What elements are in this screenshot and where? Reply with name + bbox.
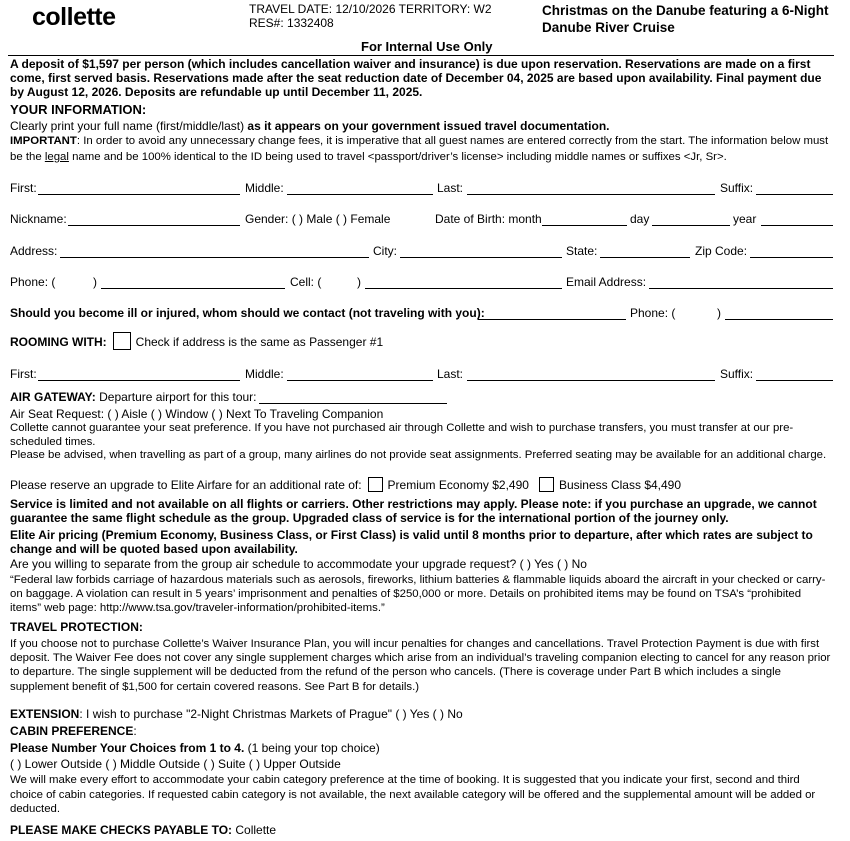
rooming-with-label: ROOMING WITH:	[10, 335, 107, 349]
city-label: City:	[373, 244, 397, 258]
cabin-note: We will make every effort to accommodate your cabin category preference at the time of booking. It is suggested that you indicate your first, second and third choice of cabin categories. If requested cabin category is not available, the next available category will be offered and the supplemental amount will be added or deducted.	[10, 774, 816, 815]
important-label: IMPORTANT	[10, 135, 77, 147]
nickname-field[interactable]	[68, 225, 240, 226]
middle-label: Middle:	[245, 181, 284, 195]
separate-schedule-question[interactable]: Are you willing to separate from the group air schedule to accommodate your upgrade request? ( ) Yes ( ) No	[10, 557, 587, 571]
cell-paren-close: )	[357, 275, 361, 289]
premium-economy-checkbox[interactable]	[368, 477, 383, 492]
air-seat-request[interactable]: Air Seat Request: ( ) Aisle ( ) Window ( ) Next To Traveling Companion	[10, 407, 384, 421]
checks-payable-label: PLEASE MAKE CHECKS PAYABLE TO:	[10, 823, 233, 837]
number-choices-label: Please Number Your Choices from 1 to 4.	[10, 741, 245, 755]
your-information-heading: YOUR INFORMATION:	[10, 102, 147, 117]
business-class-checkbox[interactable]	[539, 477, 554, 492]
dob-label: Date of Birth: month	[435, 212, 542, 226]
last-name-field[interactable]	[467, 194, 715, 195]
upgrade-row	[10, 477, 681, 492]
same-address-checkbox[interactable]	[113, 332, 131, 350]
air-gateway-text: Departure airport for this tour:	[95, 390, 257, 404]
emergency-phone-field[interactable]	[725, 319, 833, 320]
suffix-field[interactable]	[756, 194, 833, 195]
dob-month-field[interactable]	[542, 225, 627, 226]
nickname-label: Nickname:	[10, 212, 67, 226]
zip-field[interactable]	[750, 257, 833, 258]
reservation-number: RES#: 1332408	[249, 16, 334, 30]
rooming-row	[10, 332, 383, 350]
dob-year-field[interactable]	[761, 225, 833, 226]
cabin-preference-row	[10, 724, 137, 738]
year-label: year	[733, 212, 757, 226]
upgrade-text: Please reserve an upgrade to Elite Airfare for an additional rate of:	[10, 478, 362, 492]
emergency-phone-label: Phone: (	[630, 306, 676, 320]
cell-label: Cell: (	[290, 275, 322, 289]
phone-field[interactable]	[101, 288, 285, 289]
collette-logo: collette	[32, 3, 116, 31]
header-rule	[8, 55, 834, 56]
gender-options[interactable]: Gender: ( ) Male ( ) Female	[245, 212, 391, 226]
suffix-label: Suffix:	[720, 181, 754, 195]
extension-row[interactable]	[10, 707, 463, 721]
extension-label: EXTENSION	[10, 707, 80, 721]
group-seating-note: Please be advised, when travelling as part of a group, many airlines do not provide seat assignments. Preferred seating may be available for an additional charge.	[10, 449, 827, 461]
print-name-instruction	[10, 119, 610, 133]
first-label-2: First:	[10, 367, 37, 381]
elite-air-note: Elite Air pricing (Premium Economy, Business Class, or First Class) is valid until 8 months prior to departure, after which rates are subject to change and will be quoted based upon availability.	[10, 528, 813, 556]
same-address-label: Check if address is the same as Passenger #1	[135, 335, 384, 349]
day-label: day	[630, 212, 650, 226]
departure-airport-field[interactable]	[259, 403, 447, 404]
air-gateway-label: AIR GATEWAY:	[10, 390, 96, 404]
checks-payee: Collette	[232, 823, 277, 837]
suffix-label-2: Suffix:	[720, 367, 754, 381]
print-name-bold: as it appears on your government issued travel documentation.	[244, 119, 610, 133]
phone-label: Phone: (	[10, 275, 56, 289]
first-name-field[interactable]	[38, 194, 240, 195]
last-label-2: Last:	[437, 367, 464, 381]
important-text-a: : In order to avoid any unnecessary change fees, it is imperative that all guest names are entered correctly from the start. The information below must be the	[10, 135, 829, 163]
travel-protection-heading: TRAVEL PROTECTION:	[10, 620, 143, 634]
middle-name-field-2[interactable]	[287, 380, 433, 381]
print-name-text: Clearly print your full name (first/middle/last)	[10, 119, 245, 133]
tour-title-line-2: Danube River Cruise	[542, 20, 675, 35]
state-field[interactable]	[600, 257, 690, 258]
cell-field[interactable]	[365, 288, 562, 289]
state-label: State:	[566, 244, 598, 258]
first-name-field-2[interactable]	[38, 380, 240, 381]
cabin-colon: :	[133, 724, 137, 738]
business-class-label: Business Class $4,490	[558, 478, 682, 492]
service-limited-note: Service is limited and not available on all flights or carriers. Other restrictions may apply. Please note: if you purchase an upgrade, we cannot guarantee the same flight schedule as the group. Upgraded class of service is for the international portion of the journey only.	[10, 497, 817, 525]
travel-date-line: TRAVEL DATE: 12/10/2026 TERRITORY: W2	[249, 2, 492, 16]
last-label: Last:	[437, 181, 464, 195]
emergency-contact-label: Should you become ill or injured, whom should we contact (not traveling with you):	[10, 306, 485, 320]
internal-use-heading: For Internal Use Only	[361, 39, 493, 54]
important-paragraph	[10, 134, 835, 165]
seat-preference-note: Collette cannot guarantee your seat preference. If you have not purchased air through Collette and wish to purchase transfers, you must transfer at our pre-scheduled times.	[10, 422, 794, 448]
cabin-options[interactable]: ( ) Lower Outside ( ) Middle Outside ( ) Suite ( ) Upper Outside	[10, 757, 341, 771]
dob-day-field[interactable]	[652, 225, 730, 226]
deposit-paragraph: A deposit of $1,597 per person (which includes cancellation waiver and insurance) is due upon reservation. Reservations are made on a first come, first served basis. Reservations made after the seat reduction date of December 04, 2025 are based upon availability. Final payment due by August 12, 2026. Deposits are refundable up until December 11, 2025.	[10, 57, 822, 99]
middle-label-2: Middle:	[245, 367, 284, 381]
emergency-paren-close: )	[717, 306, 721, 320]
travel-protection-text: If you choose not to purchase Collette’s Waiver Insurance Plan, you will incur penalties for changes and cancellations. Travel Protection Payment is due with first deposit. The Waiver Fee does not cover any single supplement charges which arise from an individual’s traveling companion electing to cancel for any reason prior to departure. The single supplement will be deducted from the refund of the person who cancels. (There is coverage under Part B which includes a single supplement benefit of $1,500 for certain covered reasons. See Part B for details.)	[10, 638, 831, 693]
hazardous-materials-note: “Federal law forbids carriage of hazardous materials such as aerosols, fireworks, lithium batteries & flammable liquids aboard the aircraft in your checked or carry-on baggage. A violation can result in 5 years’ imprisonment and penalties of $250,000 or more. Details on prohibited items may be found on TSA’s “prohibited items” web page: http://www.tsa.gov/traveler-information/prohibited-items.”	[10, 574, 826, 614]
tour-title-line-1: Christmas on the Danube featuring a 6-Night	[542, 3, 829, 18]
checks-payable-row	[10, 823, 276, 837]
cabin-preference-heading: CABIN PREFERENCE	[10, 724, 134, 738]
address-field[interactable]	[60, 257, 369, 258]
middle-name-field[interactable]	[287, 194, 433, 195]
zip-label: Zip Code:	[695, 244, 748, 258]
important-text-b: name and be 100% identical to the ID being used to travel <passport/driver’s license> including middle names or suffixes <Jr, Sr>.	[68, 150, 727, 163]
emergency-contact-field[interactable]	[478, 319, 626, 320]
last-name-field-2[interactable]	[467, 380, 715, 381]
city-field[interactable]	[400, 257, 562, 258]
email-label: Email Address:	[566, 275, 647, 289]
extension-text: : I wish to purchase "2-Night Christmas Markets of Prague" ( ) Yes ( ) No	[79, 707, 463, 721]
legal-word: legal	[44, 150, 69, 163]
premium-economy-label: Premium Economy $2,490	[387, 478, 529, 492]
number-choices-note: (1 being your top choice)	[244, 741, 380, 755]
phone-paren-close: )	[93, 275, 97, 289]
air-gateway-row	[10, 390, 257, 404]
first-label: First:	[10, 181, 37, 195]
address-label: Address:	[10, 244, 58, 258]
suffix-field-2[interactable]	[756, 380, 833, 381]
number-choices-row	[10, 741, 380, 755]
email-field[interactable]	[649, 288, 833, 289]
